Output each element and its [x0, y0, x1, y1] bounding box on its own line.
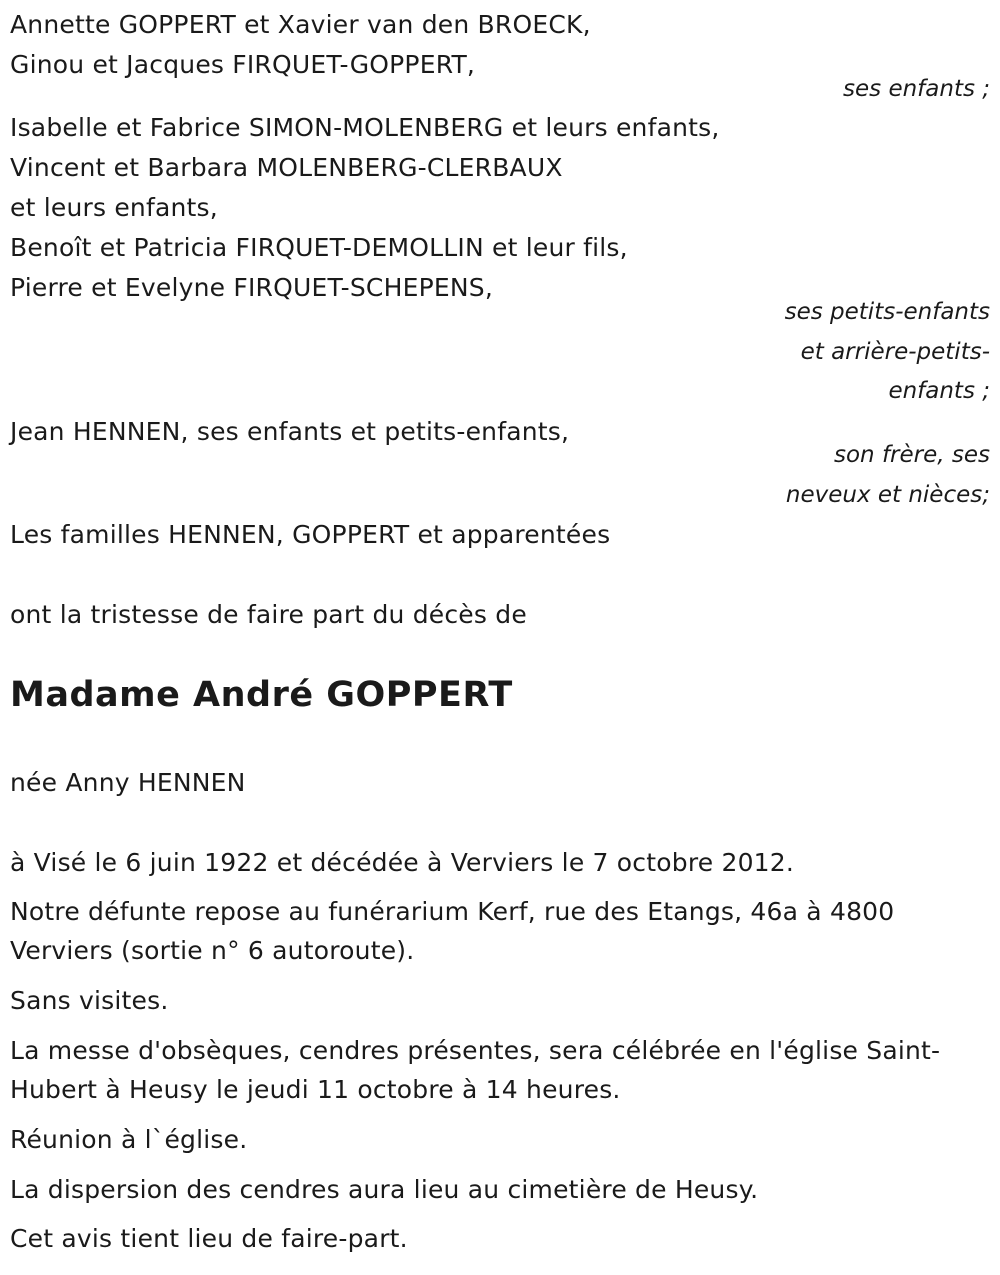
grandchild-line-4: Benoît et Patricia FIRQUET-DEMOLLIN et leur fils, — [10, 233, 628, 262]
brother-label-2: neveux et nièces; — [785, 482, 990, 508]
deceased-name: Madame André GOPPERT — [10, 675, 513, 715]
brother-line: Jean HENNEN, ses enfants et petits-enfants, — [10, 417, 570, 446]
brother-label-1: son frère, ses — [834, 442, 990, 468]
grandchild-line-5: Pierre et Evelyne FIRQUET-SCHEPENS, — [10, 273, 493, 302]
mass-line-2: Hubert à Heusy le jeudi 11 octobre à 14 heures. — [10, 1075, 621, 1104]
children-label: ses enfants ; — [843, 76, 990, 102]
announcement-line: ont la tristesse de faire part du décès de — [10, 600, 527, 629]
grandchildren-label-3: enfants ; — [888, 378, 990, 404]
child-line-1: Annette GOPPERT et Xavier van den BROECK, — [10, 10, 591, 39]
notice-line: Cet avis tient lieu de faire-part. — [10, 1224, 408, 1253]
grandchild-line-3: et leurs enfants, — [10, 193, 218, 222]
dispersion-line: La dispersion des cendres aura lieu au cimetière de Heusy. — [10, 1175, 759, 1204]
meeting-line: Réunion à l`église. — [10, 1125, 248, 1154]
child-line-2: Ginou et Jacques FIRQUET-GOPPERT, — [10, 50, 476, 79]
grandchildren-label-1: ses petits-enfants — [784, 299, 990, 325]
rest-line-2: Verviers (sortie n° 6 autoroute). — [10, 936, 415, 965]
grandchildren-label-2: et arrière-petits- — [800, 339, 990, 365]
visits-line: Sans visites. — [10, 986, 169, 1015]
grandchild-line-2: Vincent et Barbara MOLENBERG-CLERBAUX — [10, 153, 563, 182]
birth-death-line: à Visé le 6 juin 1922 et décédée à Verviers le 7 octobre 2012. — [10, 848, 795, 877]
maiden-name: née Anny HENNEN — [10, 768, 246, 797]
grandchild-line-1: Isabelle et Fabrice SIMON-MOLENBERG et leurs enfants, — [10, 113, 720, 142]
rest-line-1: Notre défunte repose au funérarium Kerf, rue des Etangs, 46a à 4800 — [10, 897, 895, 926]
mass-line-1: La messe d'obsèques, cendres présentes, sera célébrée en l'église Saint- — [10, 1036, 941, 1065]
families-line: Les familles HENNEN, GOPPERT et apparentées — [10, 520, 611, 549]
